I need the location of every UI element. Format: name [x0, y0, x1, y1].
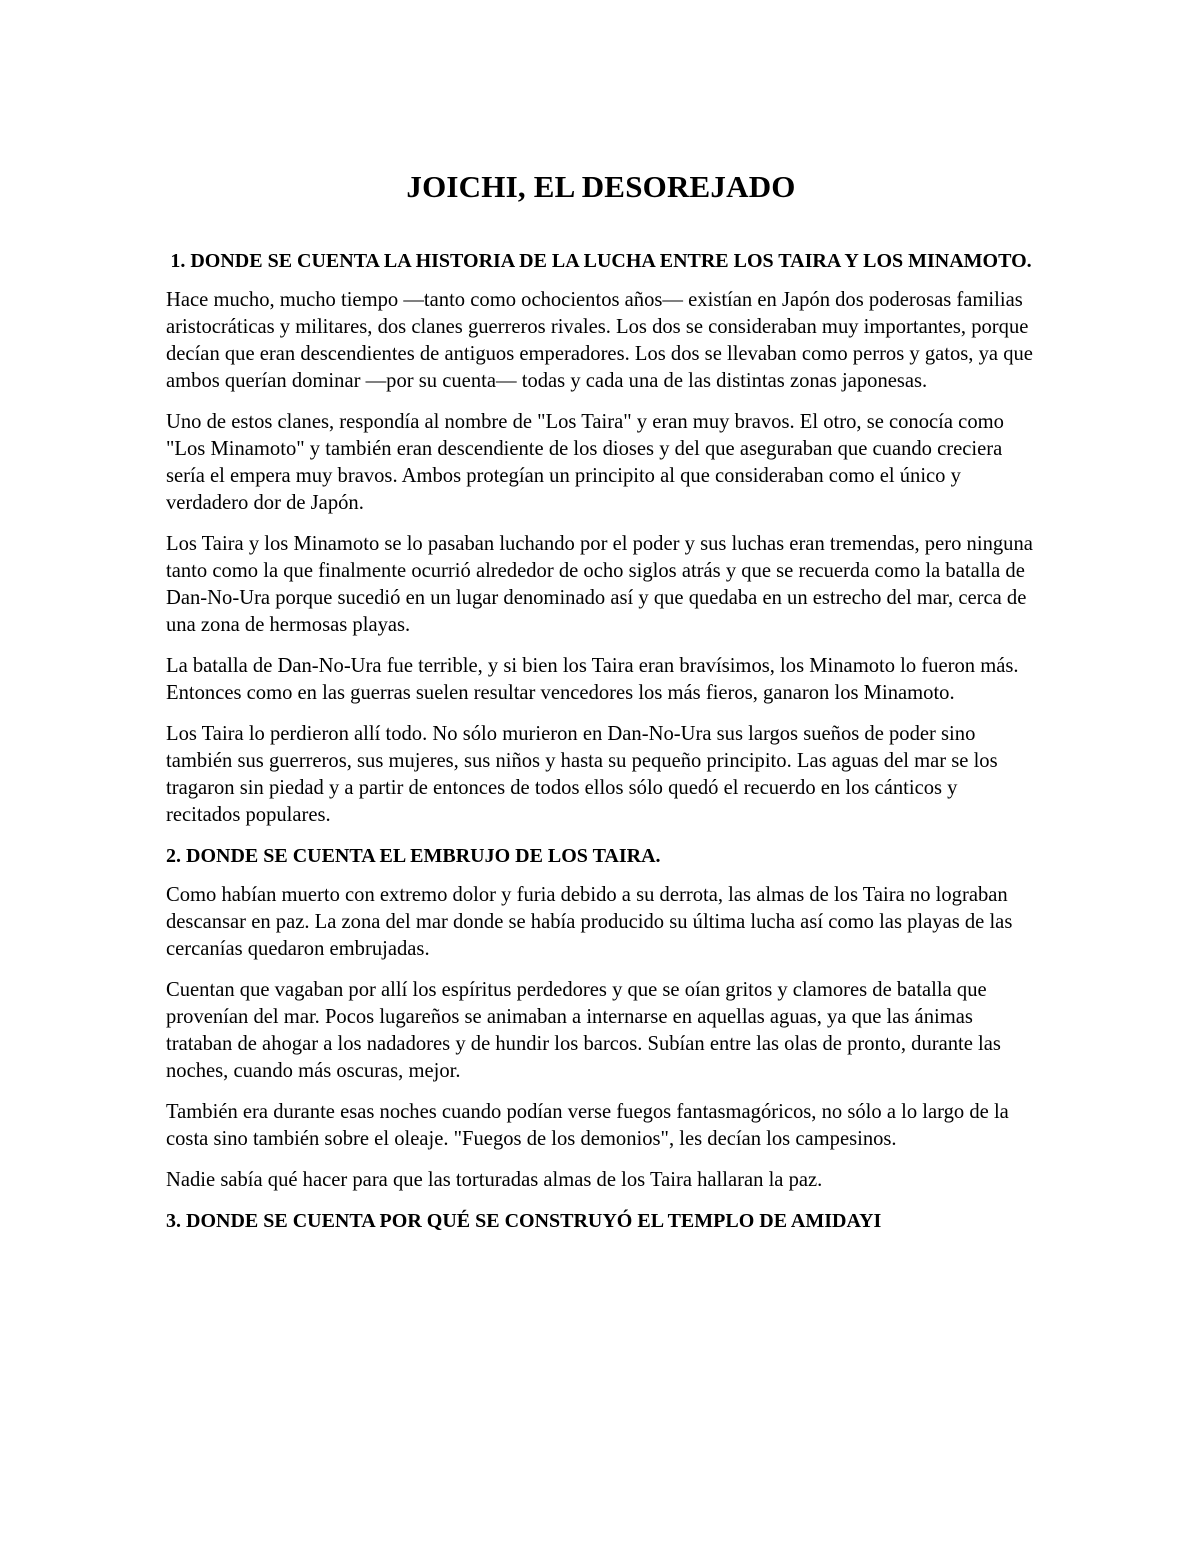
paragraph: Hace mucho, mucho tiempo —tanto como ochocientos años— existían en Japón dos poderosas familias aristocráticas y militares, dos clanes guerreros rivales. Los dos se consideraban muy importantes, porque decían que eran descendientes de antiguos emperadores. Los dos se llevaban como perros y gatos, ya que ambos querían dominar —por su cuenta— todas y cada una de las distintas zonas japonesas.: [166, 289, 1033, 392]
paragraph: Cuentan que vagaban por allí los espíritus perdedores y que se oían gritos y clamores de batalla que provenían del mar. Pocos lugareños se animaban a internarse en aquellas aguas, ya que las ánimas trataban de ahogar a los nadadores y de hundir los barcos. Subían entre las olas de pronto, durante las noches, cuando más oscuras, mejor.: [166, 979, 1001, 1082]
section-heading-1: 1. DONDE SE CUENTA LA HISTORIA DE LA LUCHA ENTRE LOS TAIRA Y LOS MINAMOTO.: [170, 250, 1032, 272]
document-title: JOICHI, EL DESOREJADO: [406, 169, 796, 204]
paragraph: Los Taira y los Minamoto se lo pasaban luchando por el poder y sus luchas eran tremendas, pero ninguna tanto como la que finalmente ocurrió alrededor de ocho siglos atrás y que se recuerda como la batalla de Dan-No-Ura porque sucedió en un lugar denominado así y que quedaba en un estrecho del mar, cerca de una zona de hermosas playas.: [166, 533, 1033, 636]
paragraph: Nadie sabía qué hacer para que las torturadas almas de los Taira hallaran la paz.: [166, 1169, 823, 1191]
section-heading-2: 2. DONDE SE CUENTA EL EMBRUJO DE LOS TAIRA.: [166, 845, 661, 867]
document-page: [166, 168, 1036, 1235]
paragraph: Uno de estos clanes, respondía al nombre de "Los Taira" y eran muy bravos. El otro, se conocía como "Los Minamoto" y también eran descendiente de los dioses y del que aseguraban que cuando creciera sería el empera muy bravos. Ambos protegían un principito al que consideraban como el único y verdadero dor de Japón.: [166, 411, 1004, 514]
paragraph: Como habían muerto con extremo dolor y furia debido a su derrota, las almas de los Taira no lograban descansar en paz. La zona del mar donde se había producido su última lucha así como las playas de las cercanías quedaron embrujadas.: [166, 884, 1013, 960]
paragraph: También era durante esas noches cuando podían verse fuegos fantasmagóricos, no sólo a lo largo de la costa sino también sobre el oleaje. "Fuegos de los demonios", les decían los campesinos.: [166, 1101, 1009, 1150]
section-heading-3: 3. DONDE SE CUENTA POR QUÉ SE CONSTRUYÓ EL TEMPLO DE AMIDAYI: [166, 1210, 882, 1232]
paragraph: La batalla de Dan-No-Ura fue terrible, y si bien los Taira eran bravísimos, los Minamoto lo fueron más. Entonces como en las guerras suelen resultar vencedores los más fieros, ganaron los Minamoto.: [166, 655, 1019, 704]
paragraph: Los Taira lo perdieron allí todo. No sólo murieron en Dan-No-Ura sus largos sueños de poder sino también sus guerreros, sus mujeres, sus niños y hasta su pequeño principito. Las aguas del mar se los tragaron sin piedad y a partir de entonces de todos ellos sólo quedó el recuerdo en los cánticos y recitados populares.: [166, 723, 998, 826]
